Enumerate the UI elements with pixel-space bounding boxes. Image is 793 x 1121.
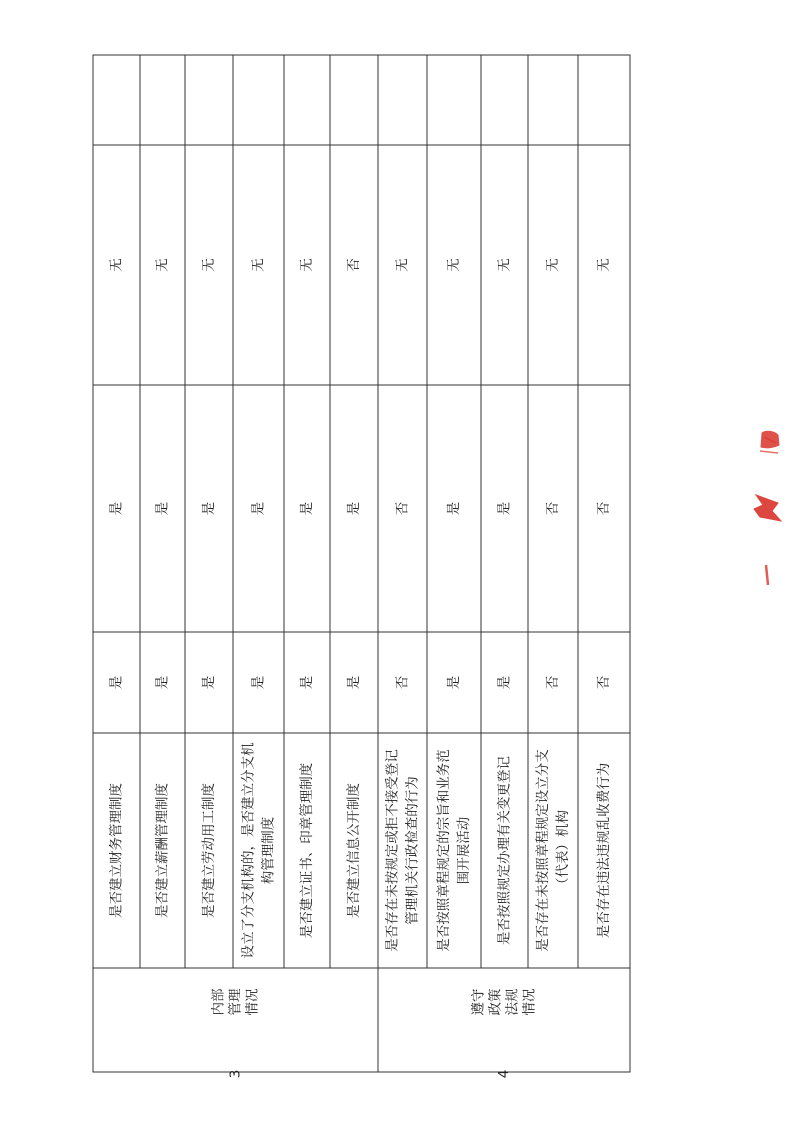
item-text-cell [154, 783, 171, 918]
value-col3-cell: 无 [154, 258, 171, 272]
value-col2-cell: 否 [596, 501, 612, 516]
item-text-cell [345, 783, 362, 918]
section-category [471, 988, 538, 1016]
value-col2-cell: 是 [299, 501, 315, 516]
item-text-cell-line: 是否存在未按规定或拒不接受登记 [384, 749, 401, 952]
value-col2-cell: 是 [496, 501, 513, 516]
value-col1-cell: 否 [545, 675, 561, 690]
section-category-line: 遵守 [470, 988, 487, 1016]
value-col2-cell: 是 [346, 501, 362, 516]
item-text-cell-line: 管理机关行政检查的行为 [404, 776, 421, 925]
item-text-cell-line: 设立了分支机构的，是否建立分支机 [240, 742, 257, 959]
section-category-line: 情况 [244, 988, 261, 1016]
item-text-cell [595, 763, 612, 939]
table-labels [108, 258, 613, 1079]
value-col1-cell: 是 [250, 675, 267, 690]
section-category-line: 内部 [210, 988, 227, 1016]
value-col1-cell: 否 [596, 675, 612, 690]
item-text-cell [240, 742, 277, 958]
red-seal-stamp [748, 425, 788, 590]
item-text-cell-line: 是否建立薪酬管理制度 [154, 783, 171, 918]
item-text-cell-line: 是否建立财务管理制度 [108, 783, 125, 918]
value-col1-cell: 是 [299, 675, 315, 690]
item-text-cell-line: 是否存在违法违规乱收费行为 [596, 762, 612, 939]
value-col1-cell: 是 [496, 675, 513, 690]
value-col3-cell: 无 [250, 258, 267, 272]
value-col3-cell: 无 [446, 258, 462, 272]
item-text-cell [496, 756, 513, 945]
item-text-cell-line: 是否建立劳动用工制度 [201, 783, 217, 918]
section-number: 3 [227, 1069, 244, 1079]
value-col3-cell: 无 [201, 258, 217, 272]
item-text-cell [384, 749, 421, 952]
section-category-line: 情况 [521, 988, 538, 1016]
item-text-cell [534, 749, 571, 952]
value-col3-cell: 无 [299, 258, 315, 272]
value-col1-cell: 是 [446, 675, 462, 690]
value-col2-cell: 是 [108, 501, 125, 516]
value-col3-cell: 无 [496, 258, 513, 272]
item-text-cell-line: 围开展活动 [456, 816, 472, 885]
item-text-cell-line: 构管理制度 [260, 816, 277, 885]
section-category-line: 法规 [504, 988, 521, 1016]
value-col2-cell: 是 [154, 501, 171, 516]
section-category [210, 988, 261, 1016]
value-col1-cell: 是 [346, 675, 362, 690]
value-col3-cell: 无 [108, 258, 125, 272]
section-category-line: 政策 [487, 988, 504, 1016]
value-col2-cell: 否 [545, 501, 561, 516]
value-col1-cell: 是 [108, 675, 125, 690]
item-text-cell-line: 是否建立证书、印章管理制度 [299, 762, 315, 939]
value-col3-cell: 无 [545, 258, 561, 272]
value-col2-cell: 是 [446, 501, 462, 516]
item-text-cell [298, 762, 315, 938]
value-col1-cell: 是 [154, 675, 171, 690]
value-col2-cell: 是 [250, 501, 267, 516]
value-col3-cell: 否 [346, 258, 362, 272]
item-text-cell-line: （代表）机构 [555, 810, 571, 891]
item-text-cell-line: 是否按照章程规定的宗旨和业务范 [436, 749, 452, 952]
section-number: 4 [496, 1069, 512, 1079]
item-text-cell-line: 是否存在未按照章程规定设立分支 [535, 749, 551, 952]
value-col3-cell: 无 [596, 258, 612, 272]
value-col1-cell: 是 [201, 675, 217, 690]
item-text-cell [108, 783, 125, 918]
section-category-line: 管理 [227, 988, 244, 1016]
value-col3-cell: 无 [394, 258, 411, 272]
value-col2-cell: 是 [201, 501, 217, 516]
item-text-cell-line: 是否按照规定办理有关变更登记 [496, 756, 513, 945]
item-text-cell [200, 783, 217, 918]
item-text-cell [435, 749, 472, 952]
value-col2-cell: 否 [394, 501, 411, 516]
item-text-cell-line: 是否建立信息公开制度 [346, 783, 362, 918]
value-col1-cell: 否 [394, 675, 411, 690]
